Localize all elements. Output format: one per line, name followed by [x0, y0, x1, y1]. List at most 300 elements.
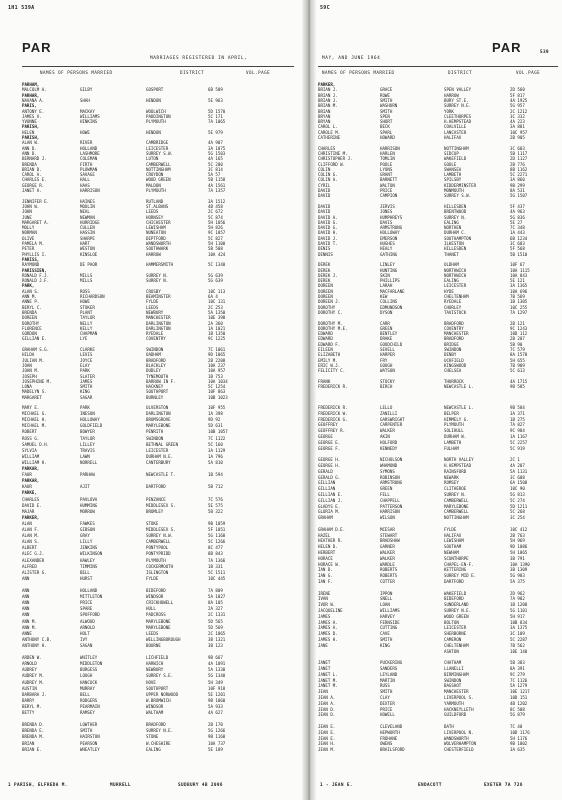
surname-forename: BRIAN: [22, 740, 35, 746]
spouse-surname: DRAKE: [380, 336, 393, 342]
spouse-surname: LILLEY: [80, 441, 95, 447]
district: NORTHWICH: [444, 267, 467, 273]
spouse-surname: MORROW: [80, 508, 95, 514]
volume-page: 7A 827: [510, 422, 525, 428]
volume-page: 10B 1057: [208, 429, 228, 435]
surname-forename: AUDREY M.: [22, 679, 45, 685]
volume-page: 5H 826: [208, 225, 223, 231]
volume-page: 9B 584: [510, 405, 525, 410]
register-entry: [318, 596, 558, 601]
district: DARLINGTON: [146, 325, 171, 331]
surname-forename: BRIAN J.: [318, 87, 338, 93]
surname-forename: PARIS,: [22, 103, 37, 109]
spouse-surname: WHITLEY: [80, 655, 98, 661]
district: CHAPEL-EN-F.: [444, 561, 474, 567]
volume-page: 5B 383: [510, 660, 525, 666]
register-entry: [22, 135, 294, 140]
district: DUDLEY: [146, 368, 161, 374]
district: CHORLEY: [444, 304, 462, 310]
volume-page: 4B 458: [208, 203, 223, 209]
spouse-surname: HARVEY: [380, 613, 395, 619]
surname-forename: CAROLE M.: [318, 129, 341, 135]
surname-forename: GEORGE F.: [318, 445, 341, 451]
register-entry: [318, 326, 558, 331]
district: WOOD GREEN: [444, 613, 469, 619]
spouse-surname: RICHARDSON: [80, 294, 105, 299]
surname-forename: DEREK: [318, 267, 331, 273]
spouse-surname: LEYLAND: [380, 671, 398, 677]
surname-forename: CATHERINE: [318, 135, 341, 140]
district: PLYMOUTH: [444, 422, 464, 428]
register-entry: [22, 747, 294, 752]
surname-forename: JOAN M.: [22, 368, 40, 374]
register-entry: [22, 710, 294, 715]
spouse-surname: RUSS: [380, 683, 390, 689]
register-entry: [22, 515, 294, 520]
district: SURREY S.E.: [146, 673, 174, 679]
spouse-surname: SAVAGE: [80, 172, 95, 178]
surname-forename: MOLLY: [22, 225, 35, 231]
volume-page: 3B 1321: [208, 636, 226, 642]
district: MANCHESTER: [444, 331, 469, 337]
district: BRENTWOOD: [444, 209, 467, 215]
register-entry: [318, 649, 558, 654]
district: KETTERING: [444, 567, 467, 573]
spouse-surname: SHAH: [80, 97, 90, 103]
register-entry: [22, 289, 294, 294]
district: MANCHESTER: [146, 315, 171, 321]
surname-forename: IAN F.: [318, 579, 333, 584]
surname-forename: ALEC G.J.: [22, 551, 45, 557]
surname-forename: PARISSIEN,: [22, 267, 47, 273]
register-entry: [318, 736, 558, 741]
volume-page: 7A 1357: [208, 188, 226, 193]
surname-forename: AUSTIN: [22, 685, 37, 691]
spouse-surname: SAGAN: [80, 642, 93, 648]
register-entry: [318, 666, 558, 671]
district: SURREY N.W.: [146, 533, 174, 539]
register-entry: [318, 321, 558, 326]
volume-page: 5G 983: [510, 573, 525, 579]
surname-forename: BETTY: [22, 710, 35, 715]
register-entry: [318, 521, 558, 526]
district: SOLIHULL: [444, 428, 464, 434]
surname-forename: PARK,: [22, 283, 35, 289]
register-entry: [318, 718, 558, 723]
surname-forename: DOROTHY: [22, 320, 40, 326]
spouse-surname: KELLY: [80, 325, 93, 331]
volume-page: 5D 565: [208, 618, 223, 624]
district: PLYMOUTH: [146, 188, 166, 193]
volume-page: 3C 814: [208, 166, 223, 172]
volume-page: 1B 1200: [510, 602, 528, 608]
volume-page: 10E 1217: [510, 689, 530, 695]
volume-page: 10A 1390: [510, 561, 530, 567]
surname-forename: CHARLES E.: [22, 177, 47, 183]
register-entry: [318, 556, 558, 561]
volume-page: 9D 1086: [510, 544, 528, 550]
district: SOUTHWARK: [146, 246, 169, 252]
spouse-surname: LEVIS: [80, 352, 93, 358]
district: UPPER NORWOOD: [146, 691, 179, 697]
district: SURREY MID E.: [444, 573, 477, 579]
district: SWANSEA: [444, 166, 462, 172]
spouse-surname: SLATER: [80, 373, 95, 379]
register-entry: [318, 109, 558, 114]
spouse-surname: ZANILLI: [380, 410, 398, 416]
district: LLANELLI: [444, 666, 464, 671]
right-page-big-title: PAR: [492, 40, 522, 55]
district: SURREY N.: [146, 278, 169, 284]
register-entry: [22, 649, 294, 654]
surname-forename: JOHN W.: [22, 203, 40, 209]
spouse-surname: FAWKES: [80, 520, 95, 526]
volume-page: 5B 712: [208, 484, 223, 490]
spouse-surname: TOMLIN: [380, 156, 395, 162]
surname-forename: OLIVE: [22, 235, 35, 241]
district: WELLINGBOROUGH: [146, 636, 181, 642]
volume-page: 10C 255: [510, 304, 528, 310]
surname-forename: GEOFFREY R.: [318, 428, 346, 434]
volume-page: 5C 613: [510, 368, 525, 374]
volume-page: 6A 1508: [510, 480, 528, 486]
surname-forename: JEAN A.: [318, 695, 336, 700]
volume-page: 4A 907: [208, 140, 223, 146]
district: HOVE: [146, 679, 156, 685]
surname-forename: PARKAR,: [22, 478, 40, 484]
register-entry: [318, 98, 558, 103]
district: NEWHAM: [444, 550, 459, 555]
volume-page: 5C 1266: [208, 539, 226, 545]
spouse-surname: HOWE: [80, 129, 90, 135]
district: HILLESDEN: [444, 246, 467, 252]
surname-forename: DEREK: [318, 262, 331, 268]
surname-forename: BERYL M.: [22, 703, 42, 709]
register-entry: [22, 87, 294, 92]
surname-forename: GLORIA M.: [318, 509, 341, 515]
surname-forename: ANN: [22, 612, 30, 618]
district: LEICESTER: [146, 145, 169, 151]
surname-forename: JOAN: [22, 362, 32, 368]
district: MALDON: [146, 182, 161, 188]
spouse-surname: PATTERSON: [380, 503, 403, 509]
surname-forename: ANN D.: [22, 150, 37, 156]
district: LEEDS: [146, 209, 159, 215]
district: THANET: [444, 251, 459, 257]
register-entry: [318, 273, 558, 278]
register-entry: [22, 716, 294, 721]
district: LICHFIELD: [146, 655, 169, 661]
volume-page: 1B 753: [208, 373, 223, 379]
volume-page: 5E 963: [208, 97, 223, 103]
surname-forename: LONA: [22, 384, 32, 390]
surname-forename: ALISTER G.: [22, 569, 47, 575]
volume-page: 5C 200: [208, 161, 223, 167]
volume-page: 8C 508: [510, 706, 525, 712]
volume-page: 2B 2208: [208, 357, 226, 363]
surname-forename: AUDREY: [22, 667, 37, 673]
spouse-surname: BURGESS: [80, 667, 98, 673]
district: COVENTRY: [146, 336, 166, 342]
volume-page: 5A 810: [208, 459, 223, 465]
volume-page: 5F 437: [510, 203, 525, 209]
spouse-surname: GRACE: [380, 87, 393, 93]
volume-page: 10F 863: [208, 389, 226, 395]
spouse-surname: KING: [380, 642, 390, 648]
volume-page: 5A 1131: [510, 468, 528, 474]
surname-forename: GERALD G.: [318, 474, 341, 480]
register-entry: [318, 440, 558, 445]
surname-forename: JACQUELINE: [318, 608, 343, 613]
register-entry: [318, 342, 558, 347]
district: DARLINGTON: [146, 320, 171, 326]
volume-page: 9C 1243: [510, 325, 528, 331]
volume-page: 5G 1503: [208, 150, 226, 156]
spouse-surname: BRAILSFORD: [380, 747, 405, 753]
volume-page: 5C 827: [208, 235, 223, 241]
register-entry: [318, 82, 558, 87]
register-entry: [22, 466, 294, 471]
spouse-surname: STOKER: [80, 304, 95, 310]
volume-page: 4A 1091: [208, 661, 226, 667]
volume-page: 5C 919: [510, 445, 525, 451]
district: THURROCK: [444, 378, 464, 384]
surname-forename: FREDERICK R.: [318, 405, 348, 410]
left-page-big-title: PAR: [22, 40, 52, 55]
spouse-surname: HOWE: [80, 299, 90, 305]
surname-forename: JANET A.: [22, 188, 42, 193]
register-entry: [22, 93, 294, 98]
register-entry: [318, 246, 558, 251]
district: LEEDS: [146, 630, 159, 636]
register-entry: [318, 220, 558, 225]
register-entry: [318, 289, 558, 294]
volume-page: 9C 1057: [208, 230, 226, 236]
register-entry: [318, 672, 558, 677]
surname-forename: SYLVIA: [22, 447, 37, 453]
volume-page: 3A 1075: [208, 145, 226, 151]
spouse-surname: GREEN: [380, 325, 393, 331]
volume-page: 10C 412: [510, 526, 528, 532]
district: CHATHAM: [444, 660, 462, 666]
register-entry: [318, 130, 558, 135]
surname-forename: GEORGE H.: [318, 463, 341, 468]
district: DARTFORD: [146, 484, 166, 490]
register-entry: [318, 480, 558, 485]
register-entry: [318, 215, 558, 220]
right-page-title: MAY, AND JUNE 1964: [322, 56, 381, 61]
district: CLEETHORPES: [444, 113, 472, 119]
spouse-surname: CHAPMAN: [80, 331, 98, 337]
volume-page: 5D 631: [208, 423, 223, 429]
district: GOOLE: [444, 161, 457, 167]
surname-forename: ARNOLD: [22, 661, 37, 667]
register-entry: [22, 336, 294, 341]
register-entry: [22, 368, 294, 373]
surname-forename: JAMES H.: [318, 637, 338, 642]
district: LEEDS: [146, 304, 159, 310]
volume-page: 5G 957: [510, 103, 525, 109]
col-header-names: NAMES OF PERSONS MARRIED: [40, 70, 113, 75]
surname-forename: DAVID E.: [22, 502, 42, 508]
surname-forename: DAVID G.: [318, 219, 338, 225]
spouse-surname: FRY: [380, 357, 388, 363]
surname-forename: PARISH,: [22, 124, 40, 130]
volume-page: 10D 151: [510, 695, 528, 700]
surname-forename: MALCOLM A.: [22, 87, 47, 93]
volume-page: 5D 569: [208, 624, 223, 630]
district: BRADFORD: [444, 336, 464, 342]
surname-forename: ANN M.: [22, 624, 37, 630]
volume-page: 6B 509: [208, 87, 223, 93]
district: RYEDALE: [444, 299, 462, 305]
spouse-surname: JONES: [380, 209, 393, 215]
register-entry: [318, 268, 558, 273]
register-entry: [22, 619, 294, 624]
volume-page: 5G 1160: [208, 533, 226, 539]
district: COCKERMOUTH: [146, 563, 174, 569]
spouse-surname: NORRELL: [80, 459, 98, 465]
district: GOSPORT: [146, 87, 164, 93]
district: CHELTENHAM: [444, 294, 469, 299]
district: HORNSEY: [146, 214, 164, 220]
surname-forename: ALBERT: [22, 545, 37, 551]
district: KINGSWOOD: [444, 362, 467, 368]
spouse-surname: ROWE: [380, 92, 390, 98]
surname-forename: MICHAEL G.: [22, 411, 47, 417]
volume-page: 2A 327: [208, 606, 223, 612]
volume-page: 5G 813: [510, 492, 525, 497]
col-header-names: NAMES OF PERSONS MARRIED: [322, 70, 395, 75]
district: BLACKLEY: [146, 362, 166, 368]
district: TYNEMOUTH: [146, 373, 169, 379]
register-entry: [318, 124, 558, 129]
district: BROMSGROVE: [146, 417, 171, 423]
spouse-surname: PARK: [80, 405, 90, 410]
surname-forename: CHARLES: [318, 145, 336, 151]
volume-page: 10A 237: [208, 362, 226, 368]
spouse-surname: HUMMING: [80, 502, 98, 508]
register-entry: [318, 188, 558, 193]
surname-forename: PARKER,: [318, 82, 336, 87]
spouse-surname: OWENS: [380, 741, 393, 747]
district: SOUTHPORT: [146, 389, 169, 395]
spouse-surname: AJIT: [80, 484, 90, 490]
register-entry: [318, 712, 558, 717]
register-entry: [318, 278, 558, 283]
surname-forename: MARY E.: [22, 405, 40, 410]
surname-forename: DEREK: [318, 278, 331, 284]
volume-page: 1B 1350: [208, 331, 226, 337]
register-entry: [22, 352, 294, 357]
district: CLITHEROE: [444, 486, 467, 492]
spouse-surname: WARDLE: [380, 561, 395, 567]
volume-page: 9B 585: [510, 384, 525, 390]
register-entry: [318, 358, 558, 363]
spouse-surname: IPPON: [380, 590, 393, 596]
surname-forename: ANNE: [22, 630, 32, 636]
spouse-surname: DE PAOR: [80, 262, 98, 268]
district: LIVERPOOL N.: [444, 729, 474, 735]
district: CAMBERWELL: [444, 497, 469, 503]
spouse-surname: BECK: [380, 124, 390, 130]
spouse-surname: JENKINS: [80, 545, 98, 551]
surname-forename: DAVID: [318, 188, 331, 193]
register-entry: [22, 188, 294, 193]
district: W.CHESHIRE: [146, 740, 171, 746]
spouse-surname: FIRTH: [80, 161, 93, 167]
volume-page: 5G 1507: [510, 193, 528, 199]
spouse-surname: SPARE: [80, 606, 93, 612]
volume-page: 7A 902: [510, 596, 525, 602]
volume-page: 2B 776: [510, 161, 525, 167]
register-entry: [22, 220, 294, 225]
district: HARROW: [444, 92, 459, 98]
register-entry: [22, 268, 294, 273]
surname-forename: BRENDA M.: [22, 734, 45, 740]
district: EALING: [444, 278, 459, 284]
register-entry: [22, 326, 294, 331]
spouse-surname: CAMPION: [380, 193, 398, 199]
register-entry: [22, 484, 294, 489]
surname-forename: GILLIAN: [318, 486, 336, 492]
register-entry: [318, 446, 558, 451]
register-entry: [318, 608, 558, 613]
district: DENBY: [444, 352, 457, 358]
spouse-surname: HAWLEY: [80, 557, 95, 563]
district: SHERBORNE: [444, 631, 467, 637]
register-entry: [22, 146, 294, 151]
surname-forename: DOROTHY M.E.: [318, 325, 348, 331]
surname-forename: AUDREY M.: [22, 673, 45, 679]
volume-page: 5A 1279: [510, 683, 528, 689]
volume-page: 5B 322: [208, 508, 223, 514]
register-entry: [318, 294, 558, 299]
register-entry: [22, 294, 294, 299]
volume-page: 3A 860: [510, 177, 525, 183]
header-rule: [22, 66, 294, 67]
register-entry: [318, 614, 558, 619]
register-entry: [22, 497, 294, 502]
spouse-surname: RODGERS: [80, 697, 98, 703]
district: CHELTENHAM: [444, 642, 469, 648]
district: DURHAM N.E.: [146, 453, 174, 459]
register-entry: [22, 667, 294, 672]
register-entry: [22, 527, 294, 532]
spouse-surname: CUTTING: [380, 625, 398, 631]
district: SURREY N.: [444, 214, 467, 220]
register-entry: [318, 515, 558, 520]
register-entry: [318, 315, 558, 320]
district: DURHAM W.: [444, 434, 467, 439]
register-entry: [22, 183, 294, 188]
surname-forename: CAROL L.: [318, 124, 338, 130]
volume-page: 5A 375: [510, 579, 525, 584]
volume-page: 5H 1056: [208, 219, 226, 225]
surname-forename: ANN: [22, 575, 30, 581]
surname-forename: HAZEL: [318, 532, 331, 538]
register-entry: [22, 472, 294, 477]
left-page-title: MARRIAGES REGISTERED IN APRIL,: [150, 56, 248, 61]
register-entry: [318, 135, 558, 140]
register-entry: [318, 283, 558, 288]
volume-page: 6B 1234: [510, 235, 528, 241]
spouse-surname: STEWART: [380, 532, 398, 538]
spouse-surname: PARK: [80, 368, 90, 374]
register-entry: [22, 509, 294, 514]
surname-forename: MARGARET A.: [22, 219, 50, 225]
surname-forename: JEAN M.: [318, 747, 336, 753]
